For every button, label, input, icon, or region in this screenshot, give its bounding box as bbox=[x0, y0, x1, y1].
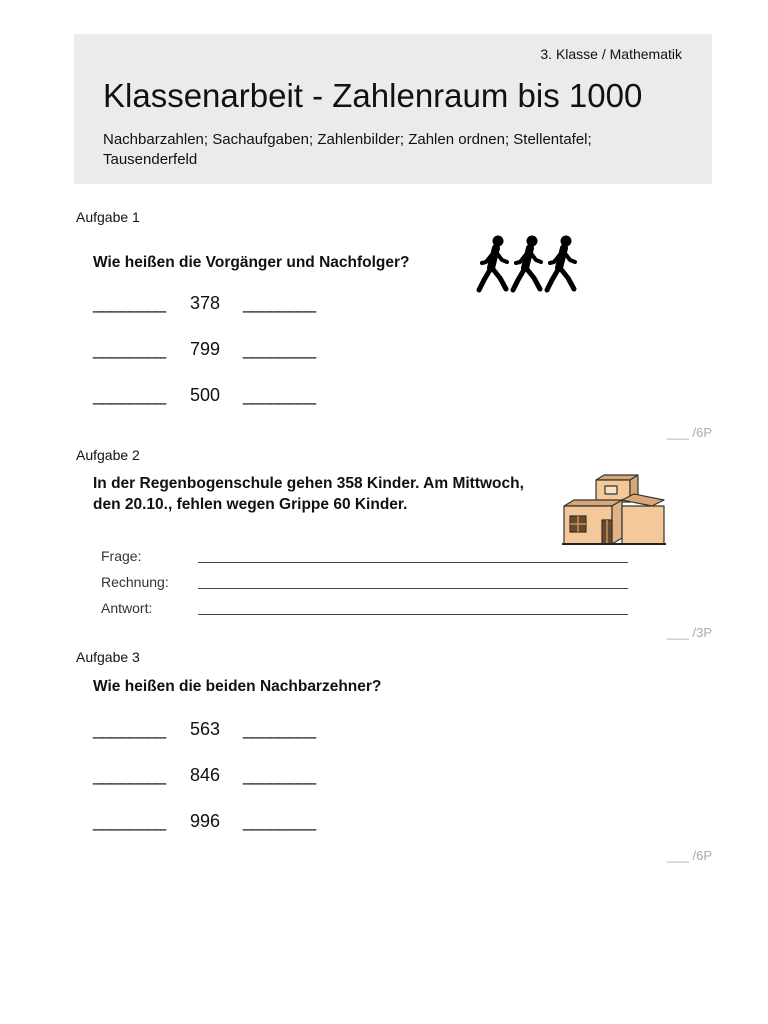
successor-blank[interactable]: ________ bbox=[243, 293, 316, 313]
task-1-label: Aufgabe 1 bbox=[76, 209, 140, 225]
worksheet-title: Klassenarbeit - Zahlenraum bis 1000 bbox=[103, 77, 643, 114]
number-value: 563 bbox=[190, 719, 221, 739]
class-subject-label: 3. Klasse / Mathematik bbox=[540, 46, 682, 62]
task-3-row-1 bbox=[93, 719, 333, 743]
task-2-points: ___ /3P bbox=[667, 625, 712, 640]
task-2-label: Aufgabe 2 bbox=[76, 447, 140, 463]
successor-blank[interactable]: ________ bbox=[243, 385, 316, 405]
predecessor-blank[interactable]: ________ bbox=[93, 385, 166, 405]
predecessor-blank[interactable]: ________ bbox=[93, 339, 166, 359]
task-1-row-3 bbox=[93, 385, 333, 409]
predecessor-blank[interactable]: ________ bbox=[93, 293, 166, 313]
number-value: 378 bbox=[190, 293, 221, 313]
antwort-label: Antwort: bbox=[101, 600, 153, 616]
lower-tens-blank[interactable]: ________ bbox=[93, 811, 166, 831]
lower-tens-blank[interactable]: ________ bbox=[93, 719, 166, 739]
number-value: 500 bbox=[190, 385, 221, 405]
walking-people-icon bbox=[476, 234, 584, 294]
upper-tens-blank[interactable]: ________ bbox=[243, 765, 316, 785]
upper-tens-blank[interactable]: ________ bbox=[243, 811, 316, 831]
rechnung-label: Rechnung: bbox=[101, 574, 169, 590]
task-1-row-2 bbox=[93, 339, 333, 363]
task-1-points: ___ /6P bbox=[667, 425, 712, 440]
number-value: 996 bbox=[190, 811, 221, 831]
rechnung-answer-line[interactable] bbox=[198, 588, 628, 589]
frage-answer-line[interactable] bbox=[198, 562, 628, 563]
lower-tens-blank[interactable]: ________ bbox=[93, 765, 166, 785]
task-3-question: Wie heißen die beiden Nachbarzehner? bbox=[93, 678, 382, 695]
successor-blank[interactable]: ________ bbox=[243, 339, 316, 359]
number-value: 799 bbox=[190, 339, 221, 359]
school-building-icon bbox=[560, 472, 668, 548]
topics-list: Nachbarzahlen; Sachaufgaben; Zahlenbilder; Zahlen ordnen; Stellentafel; Tausenderfeld bbox=[103, 131, 592, 168]
task-3-label: Aufgabe 3 bbox=[76, 649, 140, 665]
task-1-question: Wie heißen die Vorgänger und Nachfolger? bbox=[93, 254, 410, 271]
walker-1 bbox=[479, 236, 507, 291]
frage-label: Frage: bbox=[101, 548, 142, 564]
task-2-question: In der Regenbogenschule gehen 358 Kinder. Am Mittwoch, den 20.10., fehlen wegen Grippe 60 Kinder. bbox=[93, 475, 524, 513]
task-3-points: ___ /6P bbox=[667, 848, 712, 863]
antwort-answer-line[interactable] bbox=[198, 614, 628, 615]
task-1-row-1 bbox=[93, 293, 333, 317]
number-value: 846 bbox=[190, 765, 221, 785]
walker-3 bbox=[547, 236, 575, 291]
worksheet-header bbox=[74, 34, 712, 184]
upper-tens-blank[interactable]: ________ bbox=[243, 719, 316, 739]
walker-2 bbox=[513, 236, 541, 291]
task-3-row-2 bbox=[93, 765, 333, 789]
task-3-row-3 bbox=[93, 811, 333, 835]
